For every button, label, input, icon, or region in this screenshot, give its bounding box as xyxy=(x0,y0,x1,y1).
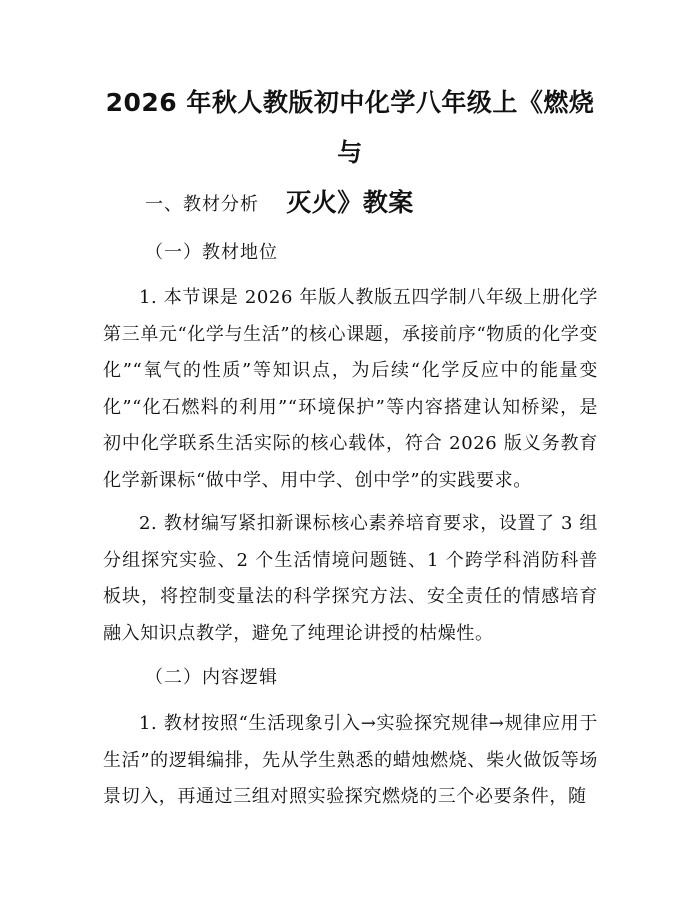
document-title-line1: 2026 年秋人教版初中化学八年级上《燃烧与 xyxy=(105,88,595,167)
document-title-line2: 灭火》教案 xyxy=(286,188,414,217)
paragraph-3: 1. 教材按照“生活现象引入→实验探究规律→规律应用于生活”的逻辑编排，先从学生熟悉的蜡烛燃烧、柴火做饭等场景切入，再通过三组对照实验探究燃烧的三个必要条件，随 xyxy=(103,713,598,807)
paragraph-1: 1. 本节课是 2026 年版人教版五四学制八年级上册化学第三单元“化学与生活”的核心课题，承接前序“物质的化学变化”“氧气的性质”等知识点，为后续“化学反应中的能量变化”“化石燃料的利用”“环境保护”等内容搭建认知桥梁，是初中化学联系生活实际的核心载体，符合 2026 版义务教育化学新课标“做中学、用中学、创中学”的实践要求。 xyxy=(103,287,598,491)
subsection-heading-textbook-position: （一）教材地位 xyxy=(145,242,278,263)
section-heading-textbook-analysis: 一、教材分析 xyxy=(145,194,259,215)
paragraph-2: 2. 教材编写紧扣新课标核心素养培育要求，设置了 3 组分组探究实验、2 个生活情境问题链、1 个跨学科消防科普板块，将控制变量法的科学探究方法、安全责任的情感培育融入知识点教学，避免了纯理论讲授的枯燥性。 xyxy=(103,513,598,644)
subsection-heading-content-logic: （二）内容逻辑 xyxy=(145,667,278,688)
